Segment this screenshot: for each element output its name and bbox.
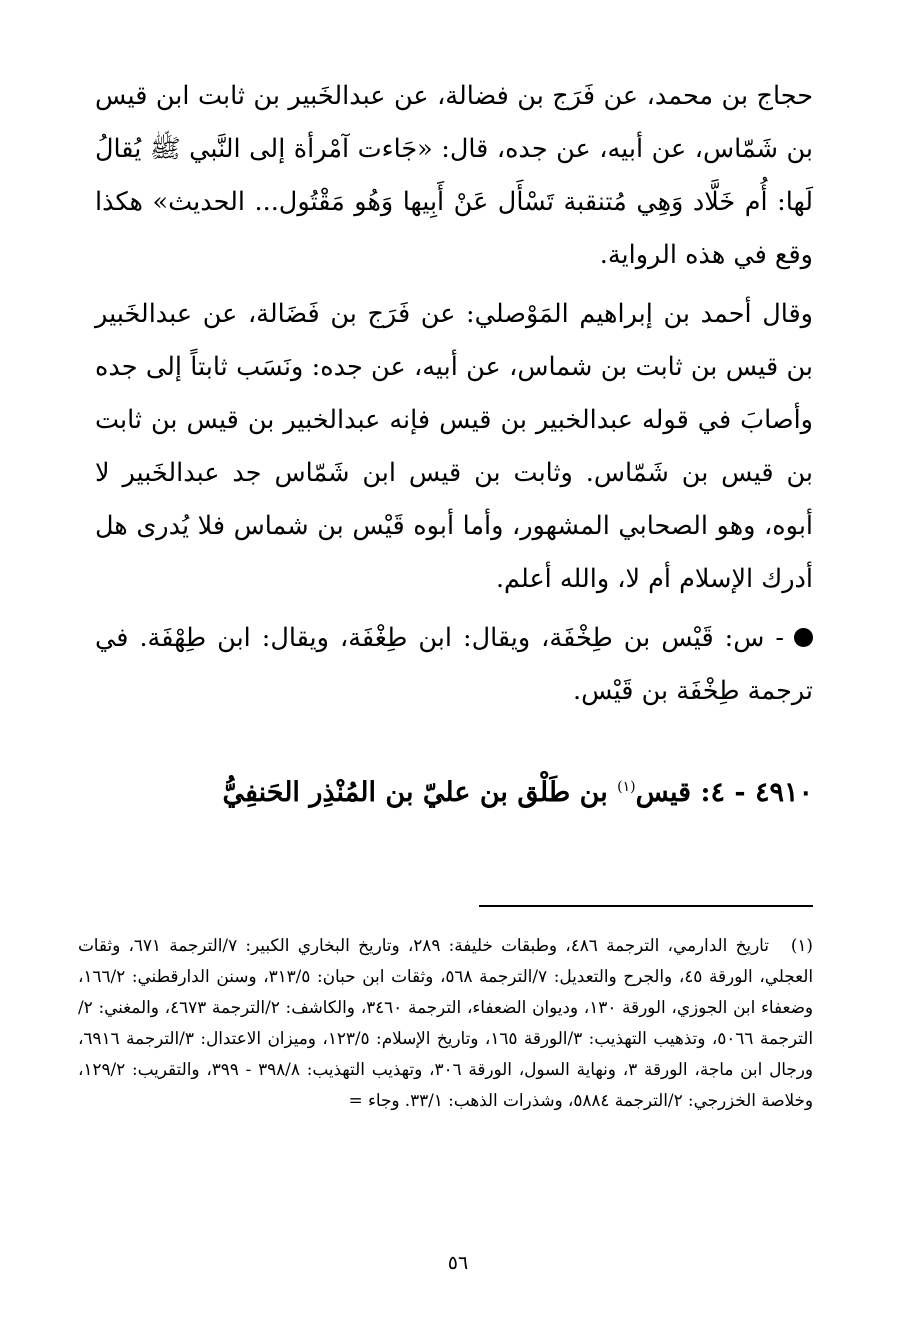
footnote-text: تاريخ الدارمي، الترجمة ٤٨٦، وطبقات خليفة: ٢٨٩، وتاريخ البخاري الكبير: ٧/الترجمة ٦٧١، وثقات العجلي، الورقة ٤٥، والجرح والتعديل: ٧/الترجمة ٥٦٨، وثقات ابن حبان: ٣١٣/٥، وسنن الدارقطني: ١٦٦/٢، وضعفاء ابن الجوزي، الورقة ١٣٠، وديوان الضعفاء، الترجمة ٣٤٦٠، والكاشف: ٢/الترجمة ٤٦٧٣، والمغني: ٢/الترجمة ٥٠٦٦، وتذهيب التهذيب: ٣/الورقة ١٦٥، وتاريخ الإسلام: ١٢٣/٥، وميزان الاعتدال: ٣/الترجمة ٦٩١٦، ورجال ابن ماجة، الورقة ٣، ونهاية السول، الورقة ٣٠٦، وتهذيب التهذيب: ٣٩٨/٨ - ٣٩٩، والتقريب: ١٢٩/٢، وخلاصة الخزرجي: ٢/الترجمة ٥٨٨٤، وشذرات الذهب: ٣٣/١. وجاء =	[78, 935, 813, 1110]
cross-reference-text: - س: قَيْس بن طِخْفَة، ويقال: ابن طِغْفَة، ويقال: ابن طِهْفَة. في ترجمة طِخْفَة بن قَيْس.	[95, 623, 813, 706]
entry-heading-name: بن طَلْق بن عليّ بن المُنْذِر الحَنفِيُّ	[222, 777, 618, 808]
entry-heading-number: ٤٩١٠ - ٤: قيس	[635, 777, 813, 808]
main-text-block	[95, 70, 813, 816]
footnotes-block	[78, 930, 813, 1116]
footnote-marker: (١)	[617, 779, 636, 795]
footnote-number: (١)	[790, 935, 813, 955]
bullet-icon	[794, 628, 813, 647]
body-paragraph-2: وقال أحمد بن إبراهيم المَوْصلي: عن فَرَج بن فَضَالة، عن عبدالخَبير بن قيس بن ثابت بن شماس، عن أبيه، عن جده: ونَسَب ثابتاً إلى جده وأصابَ في قوله عبدالخبير بن قيس فإنه عبدالخبير بن قيس بن ثابت بن قيس بن شَمّاس. وثابت بن قيس ابن شَمّاس جد عبدالخَبير لا أبوه، وهو الصحابي المشهور، وأما أبوه قَيْس بن شماس فلا يُدرى هل أدرك الإسلام أم لا، والله أعلم.	[95, 299, 813, 594]
entry-heading	[95, 764, 813, 816]
footnote-separator	[479, 905, 813, 907]
body-paragraph-1: حجاج بن محمد، عن فَرَج بن فضالة، عن عبدالخَبير بن ثابت ابن قيس بن شَمّاس، عن أبيه، عن جده، قال: «جَاءت آمْرأة إلى النَّبي ﷺ يُقالُ لَها: أُم خَلَّاد وَهِي مُتنقبة تَسْأَل عَنْ أَبِيها وَهُو مَقْتُول... الحديث» هكذا وقع في هذه الرواية.	[95, 81, 813, 270]
page-number: ٥٦	[447, 1252, 469, 1274]
footnote-item	[78, 930, 813, 1116]
cross-reference-entry	[95, 612, 813, 718]
